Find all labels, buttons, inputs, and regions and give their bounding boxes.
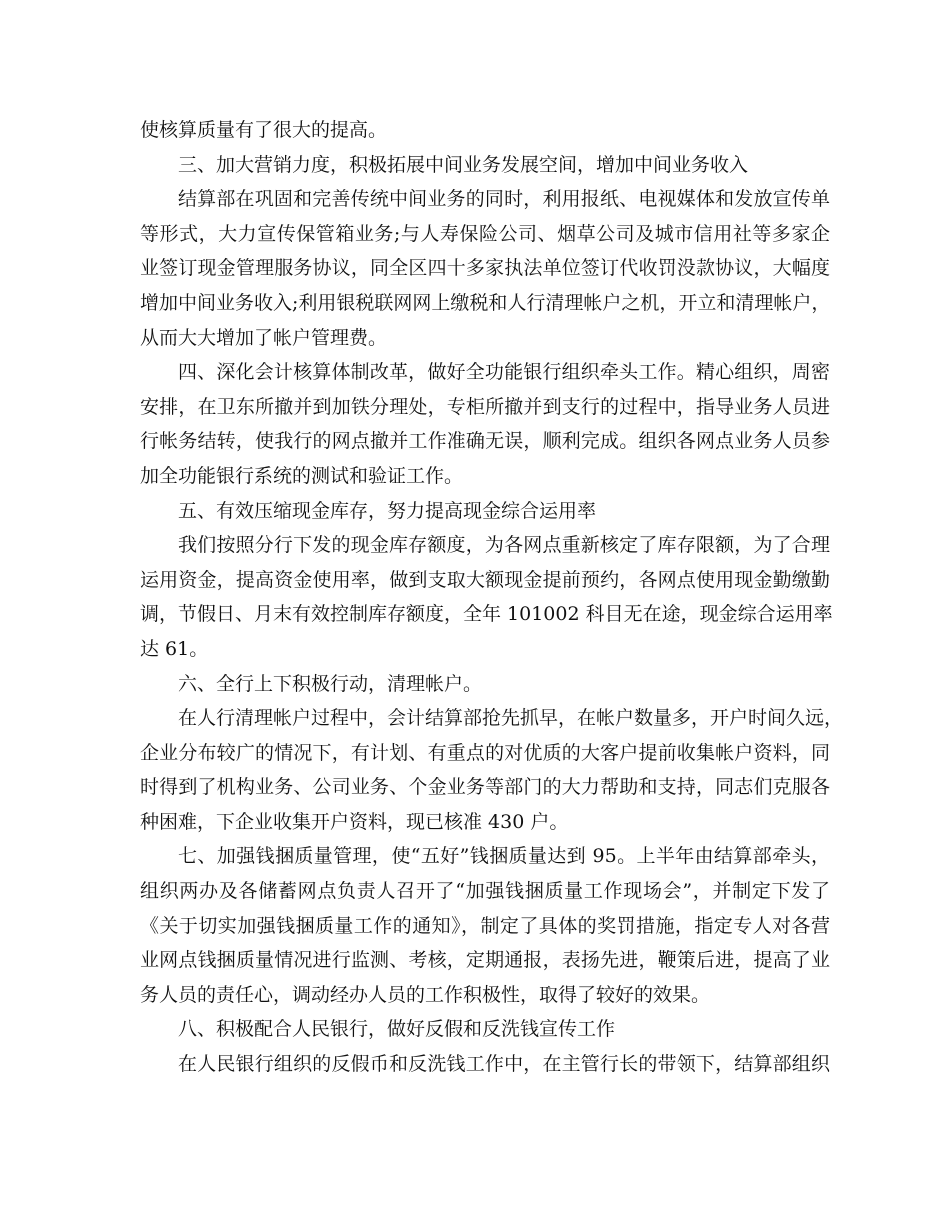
text-line: 六、全行上下积极行动，清理帐户。 bbox=[178, 672, 483, 695]
text-line: 从而大大增加了帐户管理费。 bbox=[140, 326, 388, 349]
text-line: 《关于切实加强钱捆质量工作的通知》，制定了具体的奖罚措施，指定专人对各营 bbox=[140, 914, 830, 937]
text-line: 运用资金，提高资金使用率，做到支取大额现金提前预约，各网点使用现金勤缴勤 bbox=[140, 568, 830, 591]
document-body bbox=[140, 113, 844, 1082]
text-line: 四、深化会计核算体制改革，做好全功能银行组织牵头工作。精心组织，周密 bbox=[178, 361, 830, 384]
text-line: 八、积极配合人民银行，做好反假和反洗钱宣传工作 bbox=[178, 1018, 616, 1041]
text-line: 务人员的责任心，调动经办人员的工作积极性，取得了较好的效果。 bbox=[140, 983, 711, 1006]
text-line: 时得到了机构业务、公司业务、个金业务等部门的大力帮助和支持，同志们克服各 bbox=[140, 776, 830, 799]
text-line: 业签订现金管理服务协议，同全区四十多家执法单位签订代收罚没款协议，大幅度 bbox=[140, 257, 830, 280]
text-line: 结算部在巩固和完善传统中间业务的同时，利用报纸、电视媒体和发放宣传单 bbox=[178, 188, 830, 211]
text-line: 使核算质量有了很大的提高。 bbox=[140, 119, 388, 141]
text-line: 在人民银行组织的反假币和反洗钱工作中，在主管行长的带领下，结算部组织 bbox=[178, 1053, 830, 1076]
text-line: 三、加大营销力度，积极拓展中间业务发展空间，增加中间业务收入 bbox=[178, 153, 749, 176]
text-line: 行帐务结转，使我行的网点撤并工作准确无误，顺利完成。组织各网点业务人员参 bbox=[140, 430, 830, 453]
text-line: 组织两办及各储蓄网点负责人召开了“加强钱捆质量工作现场会”，并制定下发了 bbox=[140, 880, 830, 903]
text-line: 我们按照分行下发的现金库存额度，为各网点重新核定了库存限额，为了合理 bbox=[178, 534, 830, 557]
text-line: 业网点钱捆质量情况进行监测、考核，定期通报，表扬先进，鞭策后进，提高了业 bbox=[140, 949, 830, 972]
text-line: 加全功能银行系统的测试和验证工作。 bbox=[140, 464, 464, 487]
text-line: 七、加强钱捆质量管理，使“五好”钱捆质量达到 95。上半年由结算部牵头， bbox=[178, 845, 830, 868]
text-line: 在人行清理帐户过程中，会计结算部抢先抓早，在帐户数量多，开户时间久远， bbox=[178, 707, 844, 730]
text-line: 调，节假日、月末有效控制库存额度，全年 101002 科目无在途，现金综合运用率 bbox=[140, 603, 833, 626]
text-line: 等形式，大力宣传保管箱业务;与人寿保险公司、烟草公司及城市信用社等多家企 bbox=[140, 222, 830, 245]
text-line: 企业分布较广的情况下，有计划、有重点的对优质的大客户提前收集帐户资料，同 bbox=[140, 741, 830, 764]
text-line: 增加中间业务收入;利用银税联网网上缴税和人行清理帐户之机，开立和清理帐户， bbox=[140, 291, 831, 314]
text-line: 五、有效压缩现金库存，努力提高现金综合运用率 bbox=[178, 499, 597, 522]
text-line: 安排，在卫东所撤并到加铁分理处，专柜所撤并到支行的过程中，指导业务人员进 bbox=[140, 395, 830, 418]
text-line: 种困难，下企业收集开户资料，现已核准 430 户。 bbox=[140, 810, 569, 833]
text-line: 达 61。 bbox=[140, 637, 209, 660]
